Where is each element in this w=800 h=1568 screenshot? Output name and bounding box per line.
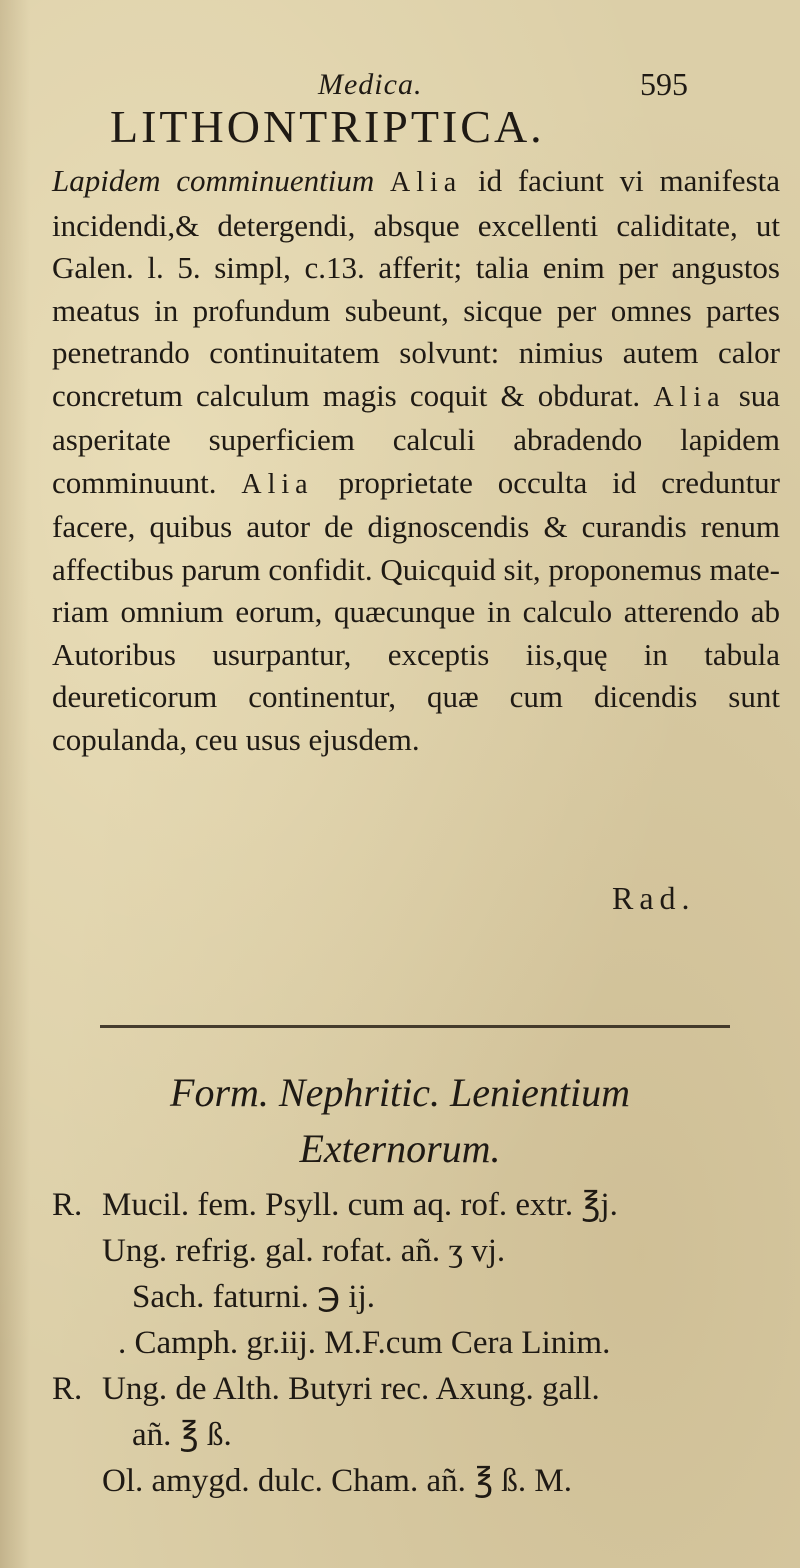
recipe-line: [52, 1228, 792, 1274]
recipe-list: [52, 1182, 792, 1504]
formula-title-line-1: Form. Nephritic. Lenientium: [170, 1070, 630, 1115]
running-head: [0, 40, 800, 102]
body-paragraph: [52, 160, 780, 761]
formula-title: [0, 1065, 800, 1177]
recipe-symbol: R.: [52, 1187, 83, 1223]
recipe-line: [52, 1412, 792, 1458]
alia-marker-2: Alia: [653, 381, 726, 413]
recipe-text: Mucil. fem. Psyll. cum aq. rof. extr. ℥j.: [102, 1187, 618, 1223]
recipe-line: [52, 1458, 792, 1504]
recipe-text: Sach. faturni. ℈ ij.: [132, 1279, 375, 1315]
recipe-text: Ol. amygd. dulc. Cham. añ. ℥ ß. M.: [102, 1463, 573, 1499]
paragraph-text-3: proprietate occulta id creduntur facere, quibus autor de dignoscendis & curandis renum affectibus parum confidit. Quicquid sit, proponemus materiam omnium eorum, quæcunque in calculo atterendo ab Autoribus usurpantur, exceptis iis,quę in tabula deureticorum continentur, quæ cum dicendis sunt copulanda, ceu usus ejusdem.: [52, 464, 781, 757]
page-number: 595: [640, 66, 688, 102]
recipe-text: Ung. de Alth. Butyri rec. Axung. gall.: [102, 1371, 600, 1407]
paragraph-text-2: sua asperitate superficiem calculi abradendo lapidem comminuunt.: [52, 377, 781, 500]
divider-rule: [100, 1025, 730, 1028]
section-heading: Medica.: [318, 68, 423, 101]
formula-title-line-2: Externorum.: [299, 1126, 501, 1171]
recipe-line: [52, 1182, 792, 1228]
recipe-text: añ. ℥ ß.: [132, 1417, 232, 1453]
alia-marker-1: Alia: [390, 167, 463, 198]
recipe-line: [52, 1320, 792, 1366]
chapter-title: LITHONTRIPTICA.: [110, 101, 545, 152]
alia-marker-3: Alia: [241, 468, 314, 500]
recipe-line: [52, 1366, 792, 1412]
paragraph-lead: Lapidem comminuentium: [52, 163, 375, 198]
signature-rad: Rad.: [612, 880, 696, 916]
recipe-symbol: R.: [52, 1371, 83, 1407]
recipe-line: [52, 1274, 792, 1320]
paragraph-text-1: id faciunt vi manifesta incidendi,& detergendi, absque excellenti caliditate, ut Galen. l. 5. simpl, c.13. afferit; talia enim per angustos meatus in profundum subeunt, sicque per omnes partes penetrando continuitatem solvunt: nimius autem calor concretum calculum magis coquit & obdurat.: [52, 163, 781, 413]
recipe-text: Ung. refrig. gal. rofat. añ. ʒ vj.: [102, 1233, 506, 1269]
recipe-text: . Camph. gr.iij. M.F.cum Cera Linim.: [118, 1325, 611, 1361]
